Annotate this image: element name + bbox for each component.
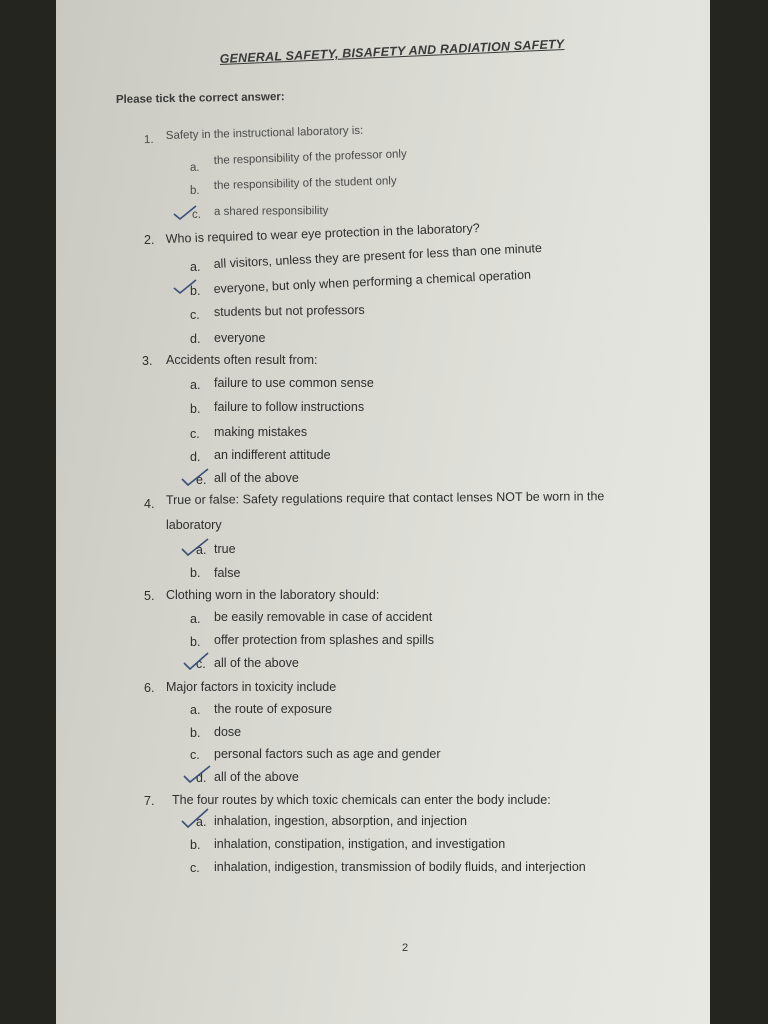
tick-mark-icon <box>172 278 201 298</box>
option-letter: a. <box>190 378 201 392</box>
question-number: 5. <box>144 589 155 603</box>
option-letter: c. <box>190 427 200 441</box>
option-text: students but not professors <box>213 302 365 319</box>
option-text: false <box>214 566 241 580</box>
page-title: GENERAL SAFETY, BISAFETY AND RADIATION SAFETY <box>219 36 565 66</box>
option-text: making mistakes <box>214 425 308 439</box>
option-letter: d. <box>190 332 201 346</box>
option-text: all of the above <box>214 471 299 485</box>
tick-mark-icon <box>180 808 210 830</box>
option-letter: d. <box>190 450 201 464</box>
question-number: 3. <box>142 354 153 368</box>
option-letter: b. <box>190 566 201 580</box>
question-number: 7. <box>144 794 155 808</box>
option-letter: a. <box>190 612 201 626</box>
question-text: The four routes by which toxic chemicals can enter the body include: <box>172 793 551 807</box>
instruction-text: Please tick the correct answer: <box>115 91 285 106</box>
question-number: 4. <box>144 497 155 511</box>
option-text: inhalation, constipation, instigation, and investigation <box>214 837 506 851</box>
option-text: an indifferent attitude <box>214 448 331 462</box>
option-letter: a. <box>190 703 201 717</box>
question-number: 2. <box>144 233 155 247</box>
option-letter: e. <box>196 473 207 487</box>
option-text: all of the above <box>214 770 299 784</box>
option-letter: a. <box>196 543 207 557</box>
tick-mark-icon <box>180 538 210 558</box>
tick-mark-icon <box>172 204 198 222</box>
option-letter: a. <box>190 260 201 274</box>
option-letter: c. <box>196 657 206 671</box>
option-letter: c. <box>190 748 200 762</box>
question-text-continued: laboratory <box>166 518 222 532</box>
option-text: inhalation, indigestion, transmission of bodily fluids, and interjection <box>214 860 586 874</box>
option-text: the route of exposure <box>214 702 333 716</box>
option-letter: b. <box>190 838 201 852</box>
option-text: failure to use common sense <box>214 376 374 390</box>
option-text: the responsibility of the professor only <box>213 148 407 167</box>
option-letter: c. <box>190 308 200 322</box>
option-text: everyone <box>214 331 266 345</box>
option-letter: a. <box>190 162 200 174</box>
question-number: 1. <box>143 133 154 147</box>
question-text: Accidents often result from: <box>166 353 318 367</box>
tick-mark-icon <box>182 652 210 672</box>
option-text: be easily removable in case of accident <box>214 610 433 624</box>
option-text: everyone, but only when performing a chemical operation <box>213 267 532 296</box>
tick-mark-icon <box>182 765 212 785</box>
option-text: offer protection from splashes and spills <box>214 633 435 647</box>
option-letter: b. <box>190 726 201 740</box>
tick-mark-icon <box>180 468 210 488</box>
question-text: True or false: Safety regulations require that contact lenses NOT be worn in the <box>165 489 605 507</box>
option-letter: b. <box>190 284 201 298</box>
option-text: all of the above <box>214 656 299 670</box>
question-number: 6. <box>144 681 155 695</box>
question-text: Major factors in toxicity include <box>166 680 337 694</box>
option-text: a shared responsibility <box>213 205 329 218</box>
option-text: failure to follow instructions <box>214 400 365 414</box>
page-number: 2 <box>402 942 409 954</box>
option-text: all visitors, unless they are present for less than one minute <box>213 240 543 271</box>
option-text: true <box>214 542 236 556</box>
option-letter: b. <box>190 185 200 197</box>
option-text: personal factors such as age and gender <box>214 747 441 761</box>
option-letter: c. <box>190 861 200 875</box>
option-letter: a. <box>196 815 207 829</box>
option-text: dose <box>214 725 242 739</box>
question-text: Clothing worn in the laboratory should: <box>166 588 380 602</box>
option-letter: c. <box>192 209 201 221</box>
option-text: inhalation, ingestion, absorption, and injection <box>214 814 467 828</box>
document-content <box>56 0 710 1024</box>
option-letter: d. <box>196 771 207 785</box>
option-letter: b. <box>190 635 201 649</box>
option-text: the responsibility of the student only <box>213 175 397 192</box>
option-letter: b. <box>190 402 201 416</box>
paper-page <box>56 0 710 1024</box>
question-text: Safety in the instructional laboratory is: <box>165 124 364 142</box>
question-text: Who is required to wear eye protection in the laboratory? <box>165 221 480 246</box>
